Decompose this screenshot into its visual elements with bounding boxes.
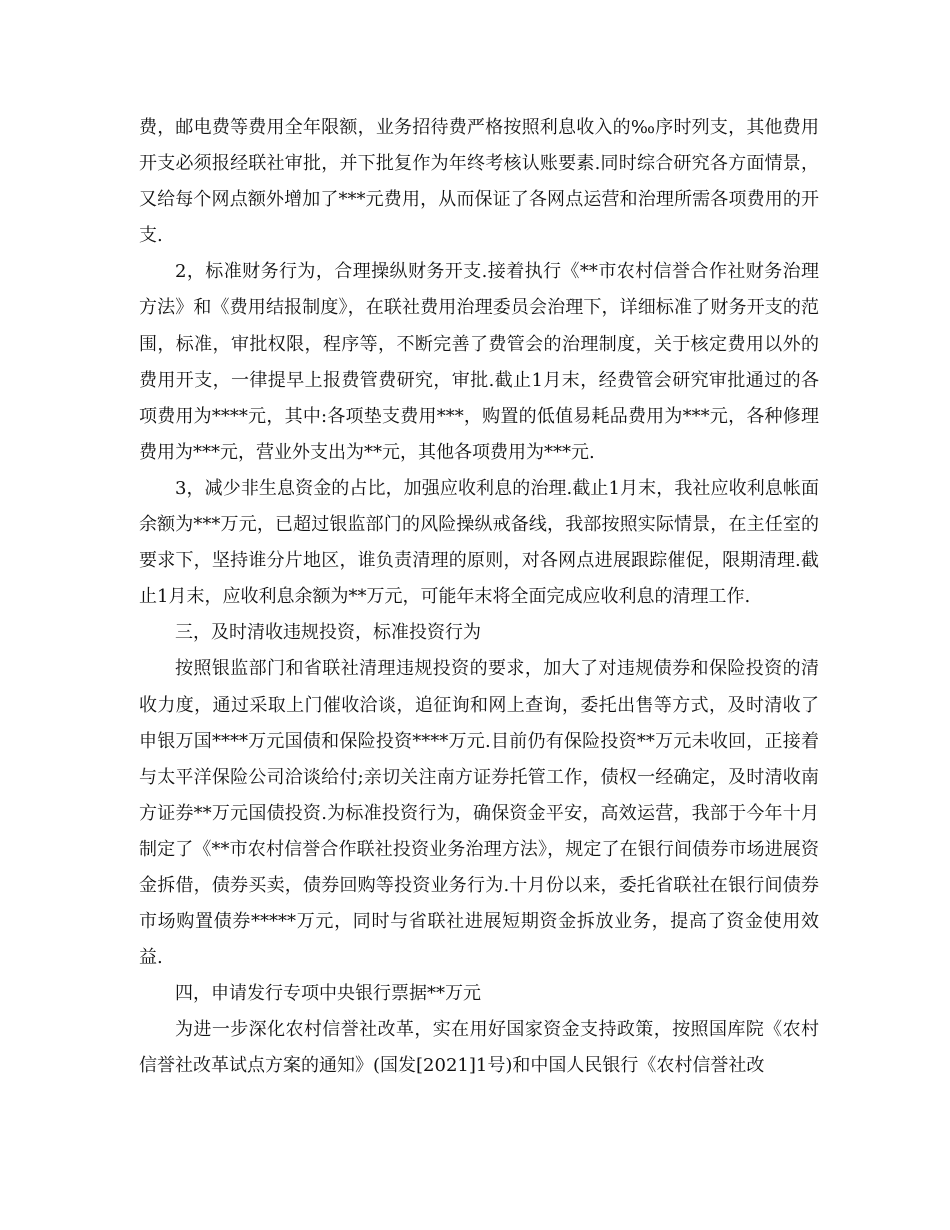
document-body	[139, 110, 819, 1085]
paragraph-financial-conduct: 2，标准财务行为，合理操纵财务开支.接着执行《**市农村信誉合作社财务治理方法》和《费用结报制度》，在联社费用治理委员会治理下，详细标准了财务开支的范围，标准，审批权限，程序等，不断完善了费管会的治理制度，关于核定费用以外的费用开支，一律提早上报费管费研究，审批.截止1月末，经费管会研究审批通过的各项费用为****元，其中:各项垫支费用***，购置的低值易耗品费用为***元，各种修理费用为***元，营业外支出为**元，其他各项费用为***元.	[139, 261, 819, 463]
section-heading-investment: 三，及时清收违规投资，标准投资行为	[175, 622, 481, 644]
section-heading-central-bank-bills: 四，申请发行专项中央银行票据**万元	[175, 983, 481, 1005]
paragraph-investment-recovery: 按照银监部门和省联社清理违规投资的要求，加大了对违规债券和保险投资的清收力度，通过采取上门催收洽谈，追征询和网上查询，委托出售等方式，及时清收了申银万国****万元国债和保险投资****万元.目前仍有保险投资**万元未收回，正接着与太平洋保险公司洽谈给付;亲切关注南方证券托管工作，债权一经确定，及时清收南方证券**万元国债投资.为标准投资行为，确保资金平安，高效运营，我部于今年十月制定了《**市农村信誉合作联社投资业务治理方法》，规定了在银行间债券市场进展资金拆借，债券买卖，债券回购等投资业务行为.十月份以来，委托省联社在银行间债券市场购置债券*****万元，同时与省联社进展短期资金拆放业务，提高了资金使用效益.	[139, 658, 819, 969]
paragraph-interest-receivable: 3，减少非生息资金的占比，加强应收利息的治理.截止1月末，我社应收利息帐面余额为***万元，已超过银监部门的风险操纵戒备线，我部按照实际情景，在主任室的要求下，坚持谁分片地区，谁负责清理的原则，对各网点进展跟踪催促，限期清理.截止1月末，应收利息余额为**万元，可能年末将全面完成应收利息的清理工作.	[139, 477, 819, 608]
paragraph-reform-policy: 为进一步深化农村信誉社改革，实在用好国家资金支持政策，按照国库院《农村信誉社改革试点方案的通知》(国发[2021]1号)和中国人民银行《农村信誉社改	[139, 1019, 819, 1077]
paragraph-expense-limits: 费，邮电费等费用全年限额，业务招待费严格按照利息收入的‰序时列支，其他费用开支必须报经联社审批，并下批复作为年终考核认账要素.同时综合研究各方面情景，又给每个网点额外增加了***元费用，从而保证了各网点运营和治理所需各项费用的开支.	[139, 117, 819, 247]
